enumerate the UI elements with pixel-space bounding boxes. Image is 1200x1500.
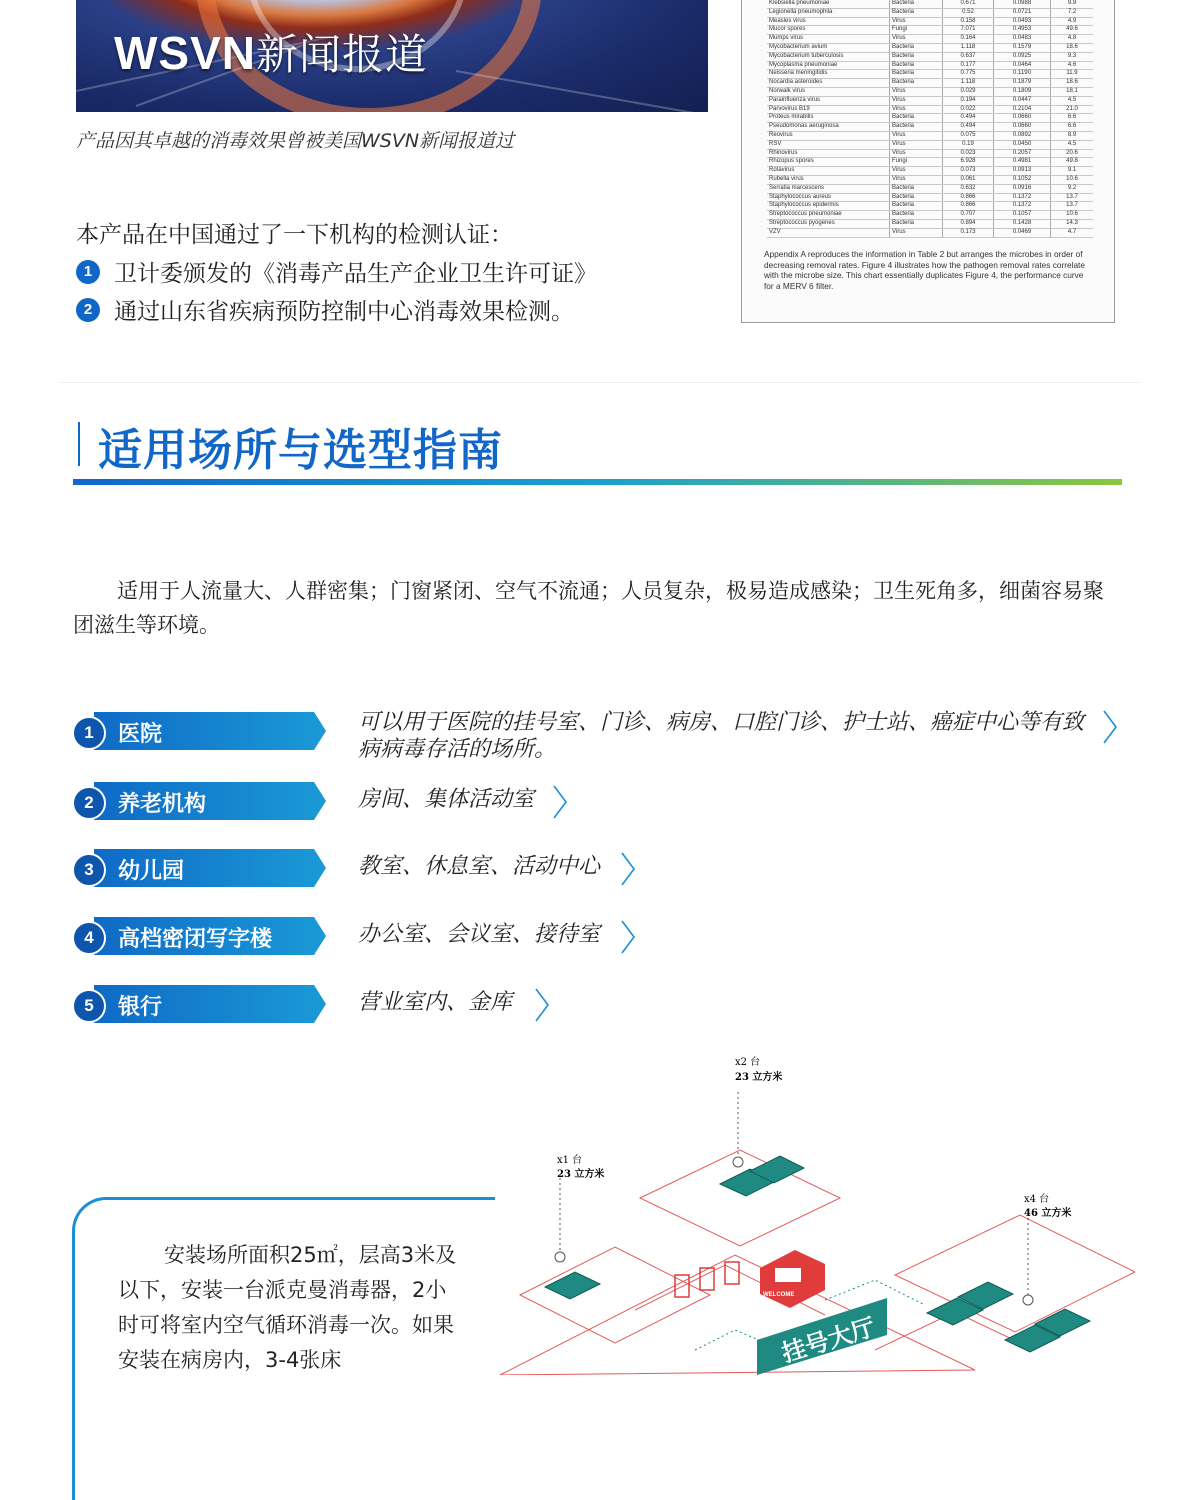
- table-cell: 10.6: [1051, 211, 1094, 220]
- table-cell: 9.1: [1051, 167, 1094, 176]
- hall-label: 挂号大厅: [778, 1312, 879, 1368]
- table-cell: 4.6: [1051, 61, 1094, 70]
- divider: [60, 382, 1140, 383]
- table-row: [767, 17, 1093, 26]
- table-cell: 0.0988: [994, 0, 1051, 8]
- table-row: [767, 0, 1093, 8]
- number-badge: 2: [76, 298, 100, 322]
- table-cell: Mycobacterium tuberculosis: [767, 52, 890, 61]
- table-row: [767, 140, 1093, 149]
- table-row: [767, 123, 1093, 132]
- news-banner-image: [76, 0, 708, 112]
- unit-volume-label: 46 立方米: [1024, 1208, 1072, 1219]
- table-cell: 0.0916: [994, 184, 1051, 193]
- welcome-sign: WELCOME: [763, 1292, 795, 1298]
- table-cell: 0.4981: [994, 158, 1051, 167]
- table-cell: 4.7: [1051, 228, 1094, 237]
- venue-description: 可以用于医院的挂号室、门诊、病房、口腔门诊、护士站、癌症中心等有致病病毒存活的场所。: [358, 710, 1085, 762]
- table-cell: Rhinovirus: [767, 149, 890, 158]
- table-cell: Bacteria: [890, 43, 943, 52]
- table-row: [767, 228, 1093, 237]
- table-cell: Proteus mirabilis: [767, 114, 890, 123]
- table-cell: 0.0892: [994, 131, 1051, 140]
- table-cell: Virus: [890, 131, 943, 140]
- table-cell: Virus: [890, 35, 943, 44]
- table-cell: 0.707: [943, 211, 994, 220]
- table-cell: 0.177: [943, 61, 994, 70]
- venue-description: 营业室内、金库: [358, 990, 513, 1015]
- certification-item-text: 卫计委颁发的《消毒产品生产企业卫生许可证》: [114, 261, 597, 287]
- table-cell: Legionella pneumophila: [767, 8, 890, 17]
- unit-count-label: x2 台: [735, 1057, 761, 1068]
- table-cell: Parvovirus B19: [767, 105, 890, 114]
- chevron-right-icon: [620, 920, 636, 954]
- table-cell: 0.52: [943, 8, 994, 17]
- table-row: [767, 105, 1093, 114]
- number-badge: 5: [72, 989, 106, 1023]
- table-cell: Rhizopus spores: [767, 158, 890, 167]
- table-cell: 0.0464: [994, 61, 1051, 70]
- report-note: Appendix A reproduces the information in Table 2 but arranges the microbes in order of decreasing removal rates. Figure 4 illustrates how the pathogen removal rates correlate with the microbe size. This chart essentially duplicates Figure 4, the performance curve for a MERV 6 filter.: [764, 249, 1085, 291]
- table-cell: 0.1809: [994, 87, 1051, 96]
- table-cell: 7.071: [943, 26, 994, 35]
- table-cell: Virus: [890, 87, 943, 96]
- venue-name: 高档密闭写字楼: [118, 927, 273, 952]
- certification-item: [76, 293, 574, 326]
- table-cell: 0.671: [943, 0, 994, 8]
- table-cell: Bacteria: [890, 8, 943, 17]
- table-cell: Rotavirus: [767, 167, 890, 176]
- table-cell: 0.1372: [994, 193, 1051, 202]
- venue-description: 教室、休息室、活动中心: [358, 854, 601, 879]
- table-cell: Virus: [890, 175, 943, 184]
- table-cell: Mycoplasma pneumoniae: [767, 61, 890, 70]
- table-cell: Bacteria: [890, 52, 943, 61]
- table-cell: 0.073: [943, 167, 994, 176]
- table-cell: 4.5: [1051, 140, 1094, 149]
- table-row: [767, 167, 1093, 176]
- table-cell: 0.0450: [994, 140, 1051, 149]
- table-cell: 0.1372: [994, 202, 1051, 211]
- table-cell: Mucor spores: [767, 26, 890, 35]
- table-cell: Bacteria: [890, 123, 943, 132]
- certification-intro: 本产品在中国通过了一下机构的检测认证：: [76, 222, 513, 248]
- table-cell: 0.0469: [994, 228, 1051, 237]
- number-badge: 2: [72, 786, 106, 820]
- certification-item-text: 通过山东省疾病预防控制中心消毒效果检测。: [114, 299, 574, 325]
- table-cell: Mycobacterium avium: [767, 43, 890, 52]
- table-row: [767, 219, 1093, 228]
- chevron-right-icon: [620, 852, 636, 886]
- table-cell: Bacteria: [890, 193, 943, 202]
- table-row: [767, 175, 1093, 184]
- table-cell: Virus: [890, 167, 943, 176]
- table-cell: 0.0721: [994, 8, 1051, 17]
- table-cell: Bacteria: [890, 114, 943, 123]
- table-cell: Klebsiella pneumoniae: [767, 0, 890, 8]
- table-cell: 0.029: [943, 87, 994, 96]
- table-cell: 6.6: [1051, 114, 1094, 123]
- table-cell: 6.928: [943, 158, 994, 167]
- table-cell: 0.158: [943, 17, 994, 26]
- callout-text: 安装场所面积25㎡，层高3米及以下，安装一台派克曼消毒器，2小时可将室内空气循环消毒一次。如果安装在病房内，3-4张床: [118, 1243, 457, 1372]
- table-cell: 0.1190: [994, 70, 1051, 79]
- news-caption: 产品因其卓越的消毒效果曾被美国WSVN新闻报道过: [76, 130, 515, 152]
- unit-count-label: x1 台: [557, 1155, 583, 1166]
- table-cell: Bacteria: [890, 0, 943, 8]
- table-cell: Bacteria: [890, 219, 943, 228]
- table-cell: 49.6: [1051, 26, 1094, 35]
- number-badge: 4: [72, 921, 106, 955]
- table-cell: 18.6: [1051, 43, 1094, 52]
- table-cell: 0.0447: [994, 96, 1051, 105]
- table-cell: 13.7: [1051, 193, 1094, 202]
- table-row: [767, 8, 1093, 17]
- table-cell: 0.0660: [994, 123, 1051, 132]
- venue-item: [72, 849, 1132, 887]
- table-cell: 9.3: [1051, 52, 1094, 61]
- table-cell: 0.866: [943, 202, 994, 211]
- floorplan-illustration: [495, 1050, 1135, 1375]
- table-cell: 49.8: [1051, 158, 1094, 167]
- unit-count-label: x4 台: [1024, 1194, 1050, 1205]
- table-cell: 0.4953: [994, 26, 1051, 35]
- table-cell: 13.7: [1051, 202, 1094, 211]
- table-cell: 21.0: [1051, 105, 1094, 114]
- table-cell: 4.5: [1051, 96, 1094, 105]
- table-cell: Pseudomonas aeruginosa: [767, 123, 890, 132]
- venue-name: 银行: [118, 995, 163, 1020]
- unit-volume-label: 23 立方米: [735, 1072, 783, 1083]
- table-cell: 18.6: [1051, 79, 1094, 88]
- table-row: [767, 158, 1093, 167]
- table-cell: Bacteria: [890, 61, 943, 70]
- table-cell: 0.637: [943, 52, 994, 61]
- venue-item: [72, 985, 1132, 1023]
- chevron-right-icon: [534, 988, 550, 1022]
- table-cell: Streptococcus pyogenes: [767, 219, 890, 228]
- table-cell: Virus: [890, 17, 943, 26]
- table-cell: VZV: [767, 228, 890, 237]
- table-cell: Bacteria: [890, 211, 943, 220]
- table-cell: 8.9: [1051, 131, 1094, 140]
- table-cell: Bacteria: [890, 184, 943, 193]
- table-cell: 0.0660: [994, 114, 1051, 123]
- table-row: [767, 193, 1093, 202]
- table-cell: 0.1428: [994, 219, 1051, 228]
- table-cell: 4.9: [1051, 17, 1094, 26]
- table-cell: 0.0925: [994, 52, 1051, 61]
- table-cell: Virus: [890, 149, 943, 158]
- table-cell: 10.6: [1051, 175, 1094, 184]
- table-cell: 0.164: [943, 35, 994, 44]
- table-cell: 9.9: [1051, 0, 1094, 8]
- table-row: [767, 131, 1093, 140]
- table-row: [767, 35, 1093, 44]
- table-cell: Measles virus: [767, 17, 890, 26]
- table-row: [767, 149, 1093, 158]
- table-row: [767, 61, 1093, 70]
- table-cell: 0.2057: [994, 149, 1051, 158]
- banner-title: WSVN新闻报道: [114, 27, 429, 79]
- table-cell: Staphylococcus aureus: [767, 193, 890, 202]
- unit-volume-label: 23 立方米: [557, 1169, 605, 1180]
- table-cell: 0.0483: [994, 35, 1051, 44]
- table-cell: 0.494: [943, 114, 994, 123]
- table-cell: Reovirus: [767, 131, 890, 140]
- table-cell: 0.494: [943, 123, 994, 132]
- table-row: [767, 96, 1093, 105]
- table-cell: 4.8: [1051, 35, 1094, 44]
- table-cell: 1.118: [943, 43, 994, 52]
- table-cell: Staphylococcus epidermis: [767, 202, 890, 211]
- table-row: [767, 70, 1093, 79]
- table-cell: 0.173: [943, 228, 994, 237]
- table-cell: 0.775: [943, 70, 994, 79]
- table-cell: Bacteria: [890, 202, 943, 211]
- table-cell: 0.1579: [994, 43, 1051, 52]
- table-row: [767, 79, 1093, 88]
- table-cell: Virus: [890, 105, 943, 114]
- table-row: [767, 184, 1093, 193]
- number-badge: 3: [72, 853, 106, 887]
- table-cell: Mumps virus: [767, 35, 890, 44]
- scanned-report-table: [741, 0, 1115, 323]
- table-cell: 0.0493: [994, 17, 1051, 26]
- table-cell: 9.2: [1051, 184, 1094, 193]
- table-row: [767, 26, 1093, 35]
- chevron-right-icon: [1102, 710, 1118, 744]
- table-cell: 0.022: [943, 105, 994, 114]
- table-cell: Bacteria: [890, 70, 943, 79]
- table-row: [767, 43, 1093, 52]
- venue-item: [72, 917, 1132, 955]
- table-cell: Virus: [890, 140, 943, 149]
- table-cell: 11.9: [1051, 70, 1094, 79]
- table-cell: 0.632: [943, 184, 994, 193]
- table-cell: Parainfluenza virus: [767, 96, 890, 105]
- table-cell: Norwalk virus: [767, 87, 890, 96]
- table-cell: Fungi: [890, 26, 943, 35]
- pathogen-table: [767, 0, 1093, 238]
- table-cell: 0.0913: [994, 167, 1051, 176]
- section-intro: 适用于人流量大、人群密集；门窗紧闭、空气不流通；人员复杂，极易造成感染；卫生死角多，细菌容易聚团滋生等环境。: [73, 579, 1104, 637]
- table-cell: 0.023: [943, 149, 994, 158]
- table-cell: 0.866: [943, 193, 994, 202]
- table-cell: Serratia marcescens: [767, 184, 890, 193]
- chevron-right-icon: [552, 785, 568, 819]
- table-cell: 20.6: [1051, 149, 1094, 158]
- table-cell: 6.6: [1051, 123, 1094, 132]
- table-row: [767, 211, 1093, 220]
- section-title: 适用场所与选型指南: [98, 425, 503, 476]
- table-cell: Rubella virus: [767, 175, 890, 184]
- table-cell: Nocardia asteroides: [767, 79, 890, 88]
- table-cell: 0.19: [943, 140, 994, 149]
- table-cell: Virus: [890, 96, 943, 105]
- table-cell: Neisseria meningitidis: [767, 70, 890, 79]
- table-row: [767, 87, 1093, 96]
- table-cell: Virus: [890, 228, 943, 237]
- table-row: [767, 52, 1093, 61]
- table-cell: 0.075: [943, 131, 994, 140]
- table-cell: Bacteria: [890, 79, 943, 88]
- table-cell: 7.2: [1051, 8, 1094, 17]
- table-cell: 0.194: [943, 96, 994, 105]
- table-cell: 0.894: [943, 219, 994, 228]
- table-cell: 18.1: [1051, 87, 1094, 96]
- table-row: [767, 202, 1093, 211]
- table-cell: RSV: [767, 140, 890, 149]
- table-cell: 14.3: [1051, 219, 1094, 228]
- venue-name: 医院: [118, 722, 163, 747]
- table-cell: 0.1057: [994, 211, 1051, 220]
- table-row: [767, 114, 1093, 123]
- table-cell: Fungi: [890, 158, 943, 167]
- venue-description: 办公室、会议室、接待室: [358, 922, 601, 947]
- table-cell: 0.2104: [994, 105, 1051, 114]
- table-cell: 0.1879: [994, 79, 1051, 88]
- venue-description: 房间、集体活动室: [358, 787, 535, 812]
- table-cell: Streptococcus pneumoniae: [767, 211, 890, 220]
- number-badge: 1: [76, 260, 100, 284]
- venue-name: 幼儿园: [118, 859, 185, 884]
- certification-item: [76, 255, 597, 288]
- venue-item: [72, 782, 1132, 820]
- table-cell: 0.1052: [994, 175, 1051, 184]
- venue-item: [72, 710, 1132, 762]
- number-badge: 1: [72, 716, 106, 750]
- table-cell: 0.061: [943, 175, 994, 184]
- section-title-marker: [78, 422, 80, 466]
- venue-name: 养老机构: [118, 792, 207, 817]
- table-cell: 1.118: [943, 79, 994, 88]
- section-gradient-line: [73, 479, 1122, 485]
